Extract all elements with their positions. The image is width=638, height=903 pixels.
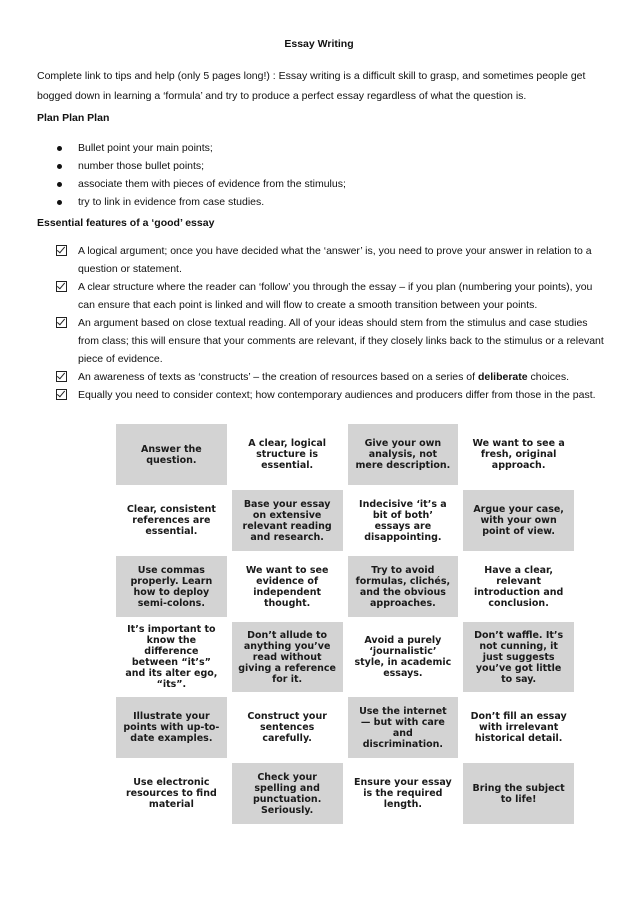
features-list xyxy=(56,242,604,404)
plan-item-text: associate them with pieces of evidence from the stimulus; xyxy=(78,178,346,190)
tip-card: Try to avoid formulas, clichés, and the obvious approaches. xyxy=(348,556,459,617)
feature-text: An argument based on close textual reading. All of your ideas should stem from the stimulus and case studies from class; this will ensure that your comments are relevant, if they closely links back to the stimulus or a relevant piece of evidence. xyxy=(78,317,604,365)
feature-text: A logical argument; once you have decided what the ‘answer’ is, you need to prove your answer in relation to a question or statement. xyxy=(78,245,592,275)
page-title: Essay Writing xyxy=(284,38,354,50)
tip-card: Bring the subject to life! xyxy=(463,763,574,824)
tips-grid-image xyxy=(116,424,574,824)
tip-card: Clear, consistent references are essential. xyxy=(116,490,227,551)
tip-card: Use commas properly. Learn how to deploy semi-colons. xyxy=(116,556,227,617)
plan-heading: Plan Plan Plan xyxy=(37,112,110,124)
feature-list-item xyxy=(56,314,604,368)
bullet-icon xyxy=(57,182,62,187)
tip-card: Illustrate your points with up-to-date examples. xyxy=(116,697,227,758)
feature-list-item xyxy=(56,278,604,314)
plan-list-item xyxy=(56,157,346,175)
tip-card: Use the internet — but with care and discrimination. xyxy=(348,697,459,758)
tip-card: Ensure your essay is the required length. xyxy=(348,763,459,824)
tip-card: Avoid a purely ‘journalistic’ style, in academic essays. xyxy=(348,622,459,692)
feature-text: A clear structure where the reader can ‘follow’ you through the essay – if you plan (numbering your points), you can ensure that each point is linked and will flow to create a smooth transition between your points. xyxy=(78,281,593,311)
tip-card: Don’t fill an essay with irrelevant historical detail. xyxy=(463,697,574,758)
feature-list-item xyxy=(56,386,604,404)
plan-list-item xyxy=(56,193,346,211)
tip-card: Answer the question. xyxy=(116,424,227,485)
checkbox-checked-icon xyxy=(56,389,67,400)
tip-card: Argue your case, with your own point of view. xyxy=(463,490,574,551)
tip-card: Check your spelling and punctuation. Seriously. xyxy=(232,763,343,824)
feature-list-item xyxy=(56,368,604,386)
features-heading: Essential features of a ‘good’ essay xyxy=(37,217,215,229)
plan-list xyxy=(56,139,346,211)
tip-card: Have a clear, relevant introduction and conclusion. xyxy=(463,556,574,617)
tip-card: Don’t allude to anything you’ve read without giving a reference for it. xyxy=(232,622,343,692)
tip-card: Construct your sentences carefully. xyxy=(232,697,343,758)
tip-card: Indecisive ‘it’s a bit of both’ essays are disappointing. xyxy=(348,490,459,551)
plan-item-text: number those bullet points; xyxy=(78,160,205,172)
tip-card: A clear, logical structure is essential. xyxy=(232,424,343,485)
feature-list-item xyxy=(56,242,604,278)
plan-item-text: try to link in evidence from case studies. xyxy=(78,196,265,208)
plan-list-item xyxy=(56,139,346,157)
tip-card: We want to see a fresh, original approach. xyxy=(463,424,574,485)
intro-paragraph: Complete link to tips and help (only 5 pages long!) : Essay writing is a difficult skill to grasp, and sometimes people get bogged down in learning a ‘formula’ and try to produce a perfect essay regardless of what the question is. xyxy=(37,70,586,102)
checkbox-checked-icon xyxy=(56,371,67,382)
feature-emphasis: deliberate xyxy=(477,371,528,383)
bullet-icon xyxy=(57,164,62,169)
tip-card: We want to see evidence of independent thought. xyxy=(232,556,343,617)
tip-card: Don’t waffle. It’s not cunning, it just suggests you’ve got little to say. xyxy=(463,622,574,692)
bullet-icon xyxy=(57,200,62,205)
tip-card: Give your own analysis, not mere description. xyxy=(348,424,459,485)
checkbox-checked-icon xyxy=(56,317,67,328)
tip-card: It’s important to know the difference between “it’s” and its alter ego, “its”. xyxy=(116,622,227,692)
checkbox-checked-icon xyxy=(56,281,67,292)
feature-text: Equally you need to consider context; how contemporary audiences and producers differ from those in the past. xyxy=(78,389,596,401)
tip-card: Base your essay on extensive relevant reading and research. xyxy=(232,490,343,551)
bullet-icon xyxy=(57,146,62,151)
feature-text: An awareness of texts as ‘constructs’ – the creation of resources based on a series of xyxy=(78,371,478,383)
plan-list-item xyxy=(56,175,346,193)
feature-text: choices. xyxy=(527,371,570,383)
tip-card: Use electronic resources to find material xyxy=(116,763,227,824)
checkbox-checked-icon xyxy=(56,245,67,256)
plan-item-text: Bullet point your main points; xyxy=(78,142,213,154)
